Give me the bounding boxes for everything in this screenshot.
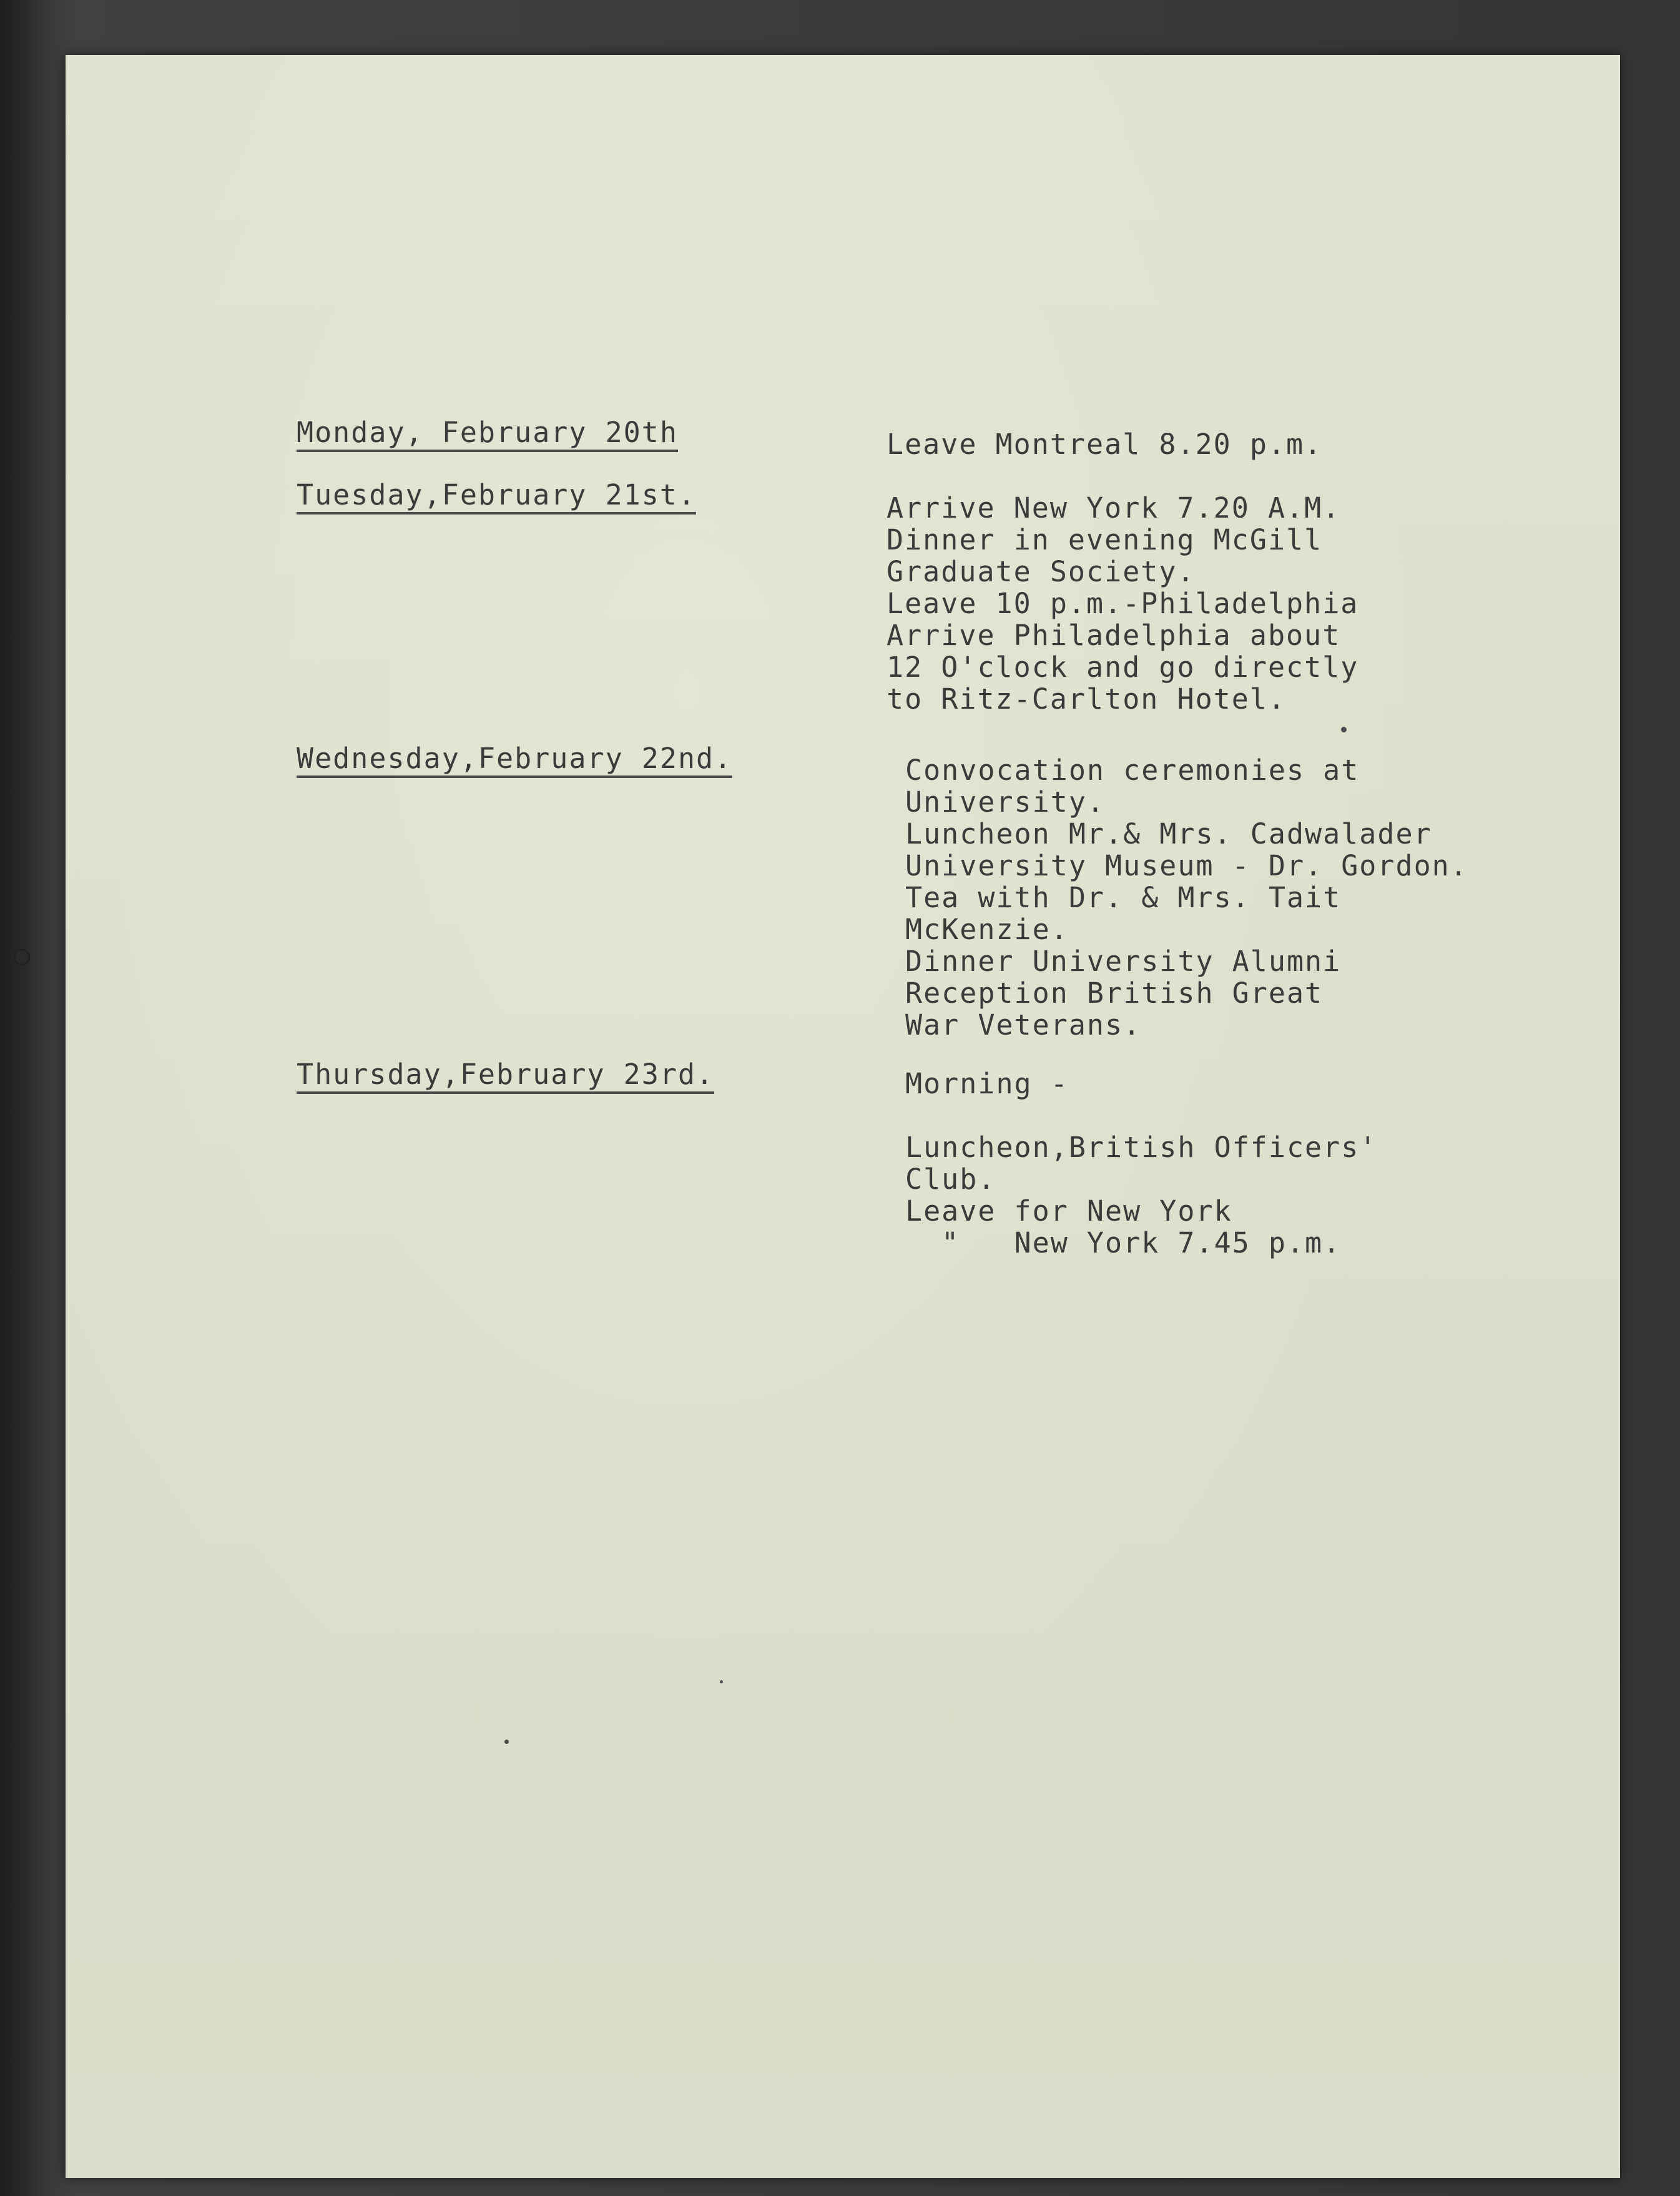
event-line: Reception British Great <box>905 977 1324 1010</box>
event-line: Club. <box>905 1163 996 1196</box>
event-line: Graduate Society. <box>887 555 1196 588</box>
event-line: Arrive New York 7.20 A.M. <box>887 491 1341 524</box>
event-line: Convocation ceremonies at <box>905 754 1360 787</box>
day-heading-wednesday: Wednesday,February 22nd. <box>297 743 732 778</box>
event-line: " New York 7.45 p.m. <box>905 1226 1342 1259</box>
event-line: Arrive Philadelphia about <box>887 619 1341 652</box>
event-line: Dinner in evening McGill <box>887 523 1323 556</box>
events-thursday <box>905 1068 1377 1259</box>
event-line: Dinner University Alumni <box>905 945 1342 978</box>
day-heading-monday: Monday, February 20th <box>297 417 678 452</box>
event-line: University. <box>905 785 1106 819</box>
event-line: Luncheon Mr.& Mrs. Cadwalader <box>905 817 1432 850</box>
event-line: to Ritz-Carlton Hotel. <box>887 682 1287 716</box>
event-line: Leave 10 p.m.-Philadelphia <box>887 587 1359 620</box>
scan-edge-shadow <box>0 0 75 2196</box>
day-heading-tuesday: Tuesday,February 21st. <box>297 480 696 515</box>
paper-speck <box>504 1740 509 1744</box>
event-line <box>905 1100 1377 1131</box>
paper-speck <box>1341 727 1347 732</box>
event-line: McKenzie. <box>905 913 1069 946</box>
event-line: Tea with Dr. & Mrs. Tait <box>905 881 1342 914</box>
events-wednesday <box>905 754 1468 1041</box>
event-line: War Veterans. <box>905 1008 1142 1041</box>
event-line: Morning - <box>905 1067 1069 1100</box>
itinerary-schedule <box>66 55 1620 2178</box>
day-heading-thursday: Thursday,February 23rd. <box>297 1059 714 1094</box>
events-tuesday <box>887 492 1358 715</box>
typewritten-page <box>66 55 1620 2178</box>
event-line: 12 O'clock and go directly <box>887 651 1359 684</box>
events-monday <box>887 428 1322 460</box>
binder-hole <box>14 949 30 965</box>
event-line: Leave Montreal 8.20 p.m. <box>887 428 1323 461</box>
event-line: University Museum - Dr. Gordon. <box>905 849 1468 882</box>
event-line: Leave for New York <box>905 1194 1232 1228</box>
paper-speck <box>720 1680 723 1683</box>
event-line: Luncheon,British Officers' <box>905 1131 1378 1164</box>
